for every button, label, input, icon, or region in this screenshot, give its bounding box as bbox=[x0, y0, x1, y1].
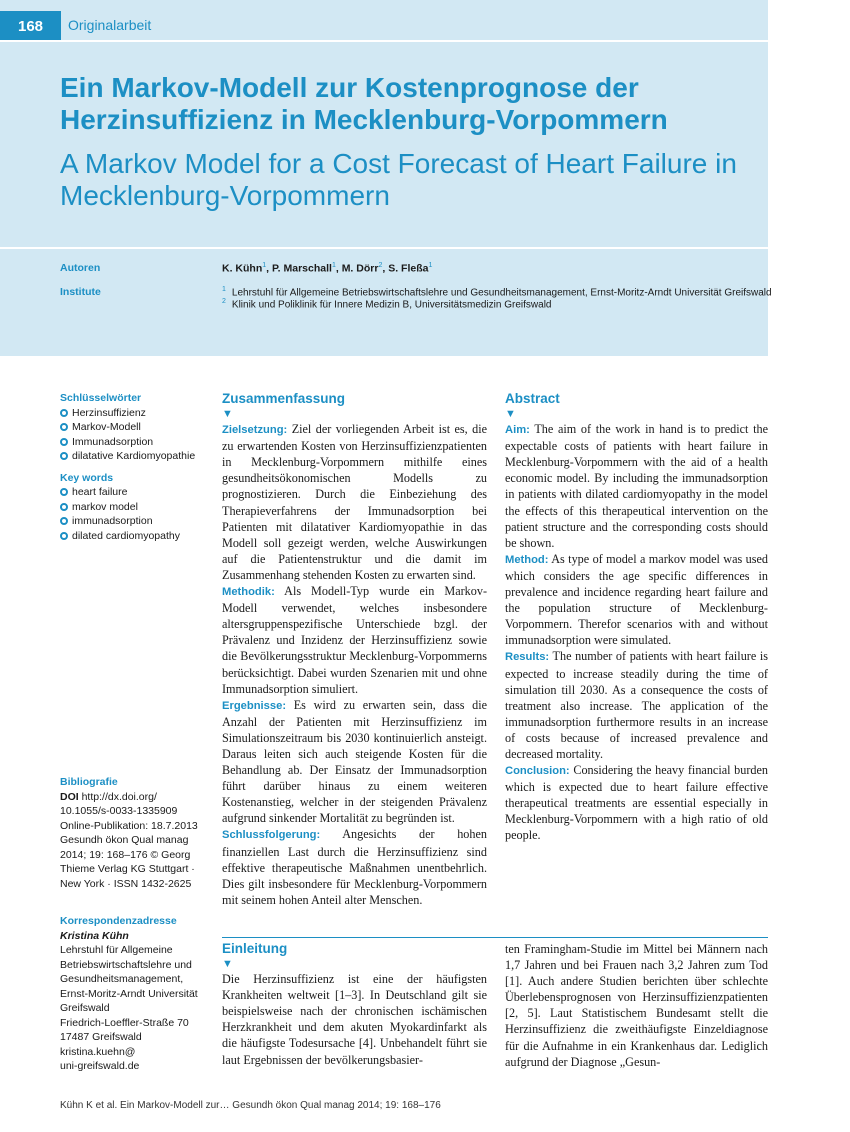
abstract-section-text: The number of patients with heart failure is expected to increase steadily during the time of simulation till 2030. As a consequence the costs of treatment also increase. The application of the immunadsorption furthermore results in an increase of costs because of increased prevalence and decreased mortality. bbox=[505, 649, 768, 761]
keyword-text: Markov-Modell bbox=[72, 421, 141, 433]
keyword-text: dilatative Kardiomyopathie bbox=[72, 450, 196, 462]
author-separator: , bbox=[266, 262, 272, 275]
title-english: A Markov Model for a Cost Forecast of Heart Failure in Mecklenburg-Vorpommern bbox=[60, 148, 737, 211]
abstract-section-text: Es wird zu erwarten sein, dass die Anzahl der Patienten mit Herzinsuffizienz im Simulationszeitraum bis 2030 kontinuierlich ansteigt. Daraus leiten sich auch steigende Kosten für die Behandlung ab. Der Einsatz der Immunadsorption führt darüber hinaus zu einem weiteren Kostenanstieg, welcher in der steigenden Prävalenz aufgrund sinkender Mortalität zu begründen ist. bbox=[222, 697, 488, 826]
abstract-section-label: Aim: bbox=[505, 424, 530, 437]
correspondence-name: Kristina Kühn bbox=[60, 929, 129, 942]
introduction-column-1 bbox=[222, 941, 487, 1068]
biblio-line[interactable]: http://dx.doi.org/ bbox=[81, 790, 157, 803]
bullet-icon bbox=[60, 517, 68, 525]
abstract-section-label: Zielsetzung: bbox=[222, 424, 288, 437]
abstract-section bbox=[505, 421, 768, 551]
abstract-section-text: Als Modell-Typ wurde ein Markov-Modell verwendet, welches insbesondere altersgruppenspezifische Unterschiede bzgl. der Prävalenz und Inzidenz der Herzinsuffizienz sowie die Bevölkerungsstruktur Mecklenburg-Vorpommerns berücksichtigt. Dabei wurden Szenarien mit und ohne Immunadsorption simuliert. bbox=[222, 584, 488, 696]
keyword-text: Herzinsuffizienz bbox=[72, 406, 146, 419]
introduction-text-1: Die Herzinsuffizienz ist eine der häufigsten Krankheiten weltweit [1–3]. In Deutschland gilt sie beispielsweise nach der chronischen ischämischen Herzkrankheit und dem akuten Myokardinfarkt als die häufigste Todesursache [4]. Unbehandelt führt sie laut Ergebnissen der bevölkerungsbasier- bbox=[222, 972, 487, 1067]
author-separator: , bbox=[335, 262, 342, 275]
institutes-label: Institute bbox=[60, 286, 101, 298]
correspondence-line: Greifswald bbox=[60, 1002, 110, 1014]
bullet-icon bbox=[60, 452, 68, 460]
institute-1-marker: 1 bbox=[222, 286, 226, 293]
institute-2 bbox=[222, 298, 551, 310]
abstract-section-label: Schlussfolgerung: bbox=[222, 829, 321, 842]
abstract-section bbox=[222, 421, 487, 583]
correspondence-heading: Korrespondenzadresse bbox=[60, 915, 177, 927]
introduction-heading: Einleitung bbox=[222, 941, 288, 956]
abstract-section-label: Methodik: bbox=[222, 586, 275, 599]
correspondence-line: 17487 Greifswald bbox=[60, 1031, 142, 1043]
bibliography-heading: Bibliografie bbox=[60, 776, 118, 788]
footer-citation: Kühn K et al. Ein Markov-Modell zur… Gesundh ökon Qual manag 2014; 19: 168–176 bbox=[60, 1100, 441, 1111]
author-affiliation-marker: 1 bbox=[262, 262, 267, 269]
introduction-column-2 bbox=[505, 941, 768, 1070]
keyword-item bbox=[60, 406, 205, 421]
bullet-icon bbox=[60, 503, 68, 511]
abstract-german-heading: Zusammenfassung bbox=[222, 391, 346, 406]
keyword-text: Immunadsorption bbox=[72, 435, 154, 448]
keyword-item bbox=[60, 435, 205, 450]
abstract-section bbox=[505, 551, 768, 649]
introduction-text-2: ten Framingham-Studie im Mittel bei Männern nach 1,7 Jahren und bei Frauen nach 3,2 Jahren zum Tod [1]. Auch andere Studien berichten über schlechte Überlebensprognosen von Herzinsuffizienzpatienten [2, 5]. Laut Statistischem Bundesamt stellt die Herzinsuffizienz die zweithäufigste Einzeldiagnose für die Aufnahme in ein Krankenhaus dar. Lediglich aufgrund der Diagnose „Gesun- bbox=[505, 942, 768, 1069]
abstract-section bbox=[505, 648, 768, 762]
author-name: S. Fleßa bbox=[388, 262, 429, 275]
biblio-line: 10.1055/s-0033-1335909 bbox=[60, 805, 178, 817]
bullet-icon bbox=[60, 409, 68, 417]
abstract-section-label: Results: bbox=[505, 651, 550, 664]
abstract-section-text: As type of model a markov model was used which considers the age specific differences in prevalence and incidence regarding heart failure and the population structure of Mecklenburg-Vorpommern. Therefor scenarios with and without immunadsorption were simulated. bbox=[505, 551, 768, 648]
author-affiliation-marker: 2 bbox=[378, 262, 383, 269]
author-list bbox=[222, 262, 432, 275]
correspondence-line[interactable]: kristina.kuehn@ bbox=[60, 1045, 136, 1058]
arrow-down-icon: ▼ bbox=[222, 958, 233, 971]
keyword-text: dilated cardiomyopathy bbox=[72, 529, 180, 542]
abstract-section-text: Considering the heavy financial burden which is expected due to heart failure effective therapeutical treatments are essential especially in Mecklenburg-Vorpommern with a high ratio of old people. bbox=[505, 763, 769, 843]
correspondence-line: Lehrstuhl für Allgemeine bbox=[60, 944, 173, 956]
correspondence-block bbox=[60, 914, 205, 1074]
keyword-item bbox=[60, 420, 205, 435]
title-german: Ein Markov-Modell zur Kostenprognose der Herzinsuffizienz in Mecklenburg-Vorpommern bbox=[60, 72, 668, 135]
correspondence-line: Gesundheitsmanagement, bbox=[60, 973, 184, 985]
biblio-line: Thieme Verlag KG Stuttgart · bbox=[60, 863, 195, 875]
keyword-item bbox=[60, 449, 205, 464]
correspondence-line: Ernst-Moritz-Arndt Universität bbox=[60, 987, 198, 1000]
bullet-icon bbox=[60, 488, 68, 496]
abstract-section-label: Ergebnisse: bbox=[222, 699, 287, 712]
arrow-down-icon: ▼ bbox=[505, 408, 516, 421]
author-name: P. Marschall bbox=[272, 262, 332, 275]
author-name: K. Kühn bbox=[222, 262, 263, 275]
abstract-section-label: Method: bbox=[505, 553, 549, 566]
abstract-section-text: Angesichts der hohen finanziellen Last durch die Herzinsuffizienz sind effektive therapeutische Maßnahmen unentbehrlich. Dies gilt insbesondere für Mecklenburg-Vorpommern mit seinem hohen Anteil alter Menschen. bbox=[222, 827, 488, 907]
abstract-section bbox=[505, 762, 768, 843]
biblio-line: Online-Publikation: 18.7.2013 bbox=[60, 819, 198, 832]
keyword-text: markov model bbox=[72, 500, 138, 513]
abstract-section bbox=[222, 583, 487, 697]
institute-1-text: Lehrstuhl für Allgemeine Betriebswirtschaftslehre und Gesundheitsmanagement, Ernst-Moritz-Arndt Universität Greifswald bbox=[231, 287, 772, 299]
authors-label: Autoren bbox=[60, 262, 101, 274]
keyword-text: immunadsorption bbox=[72, 515, 153, 527]
abstract-section-text: Ziel der vorliegenden Arbeit ist es, die zu erwartenden Kosten von Herzinsuffizienzpatienten in Mecklenburg-Vorpommern mithilfe eines gesundheitsökonomischen Modells zu prognostizieren. Durch die Einbeziehung des Therapieverfahrens der Immunadsorption bei Patienten mit dilatativer Kardiomyopathie in das Modell soll gezeigt werden, welche Auswirkungen auf die Patientenstruktur und die damit im Zusammenhang stehenden Kosten zu erwarten sind. bbox=[222, 422, 488, 582]
biblio-line: New York · ISSN 1432-2625 bbox=[60, 877, 192, 890]
keyword-item bbox=[60, 500, 205, 515]
bullet-icon bbox=[60, 532, 68, 540]
abstract-german bbox=[222, 391, 487, 908]
correspondence-line: Friedrich-Loeffler-Straße 70 bbox=[60, 1016, 189, 1029]
abstract-section-label: Conclusion: bbox=[505, 765, 570, 778]
institute-1 bbox=[222, 286, 772, 298]
keyword-item bbox=[60, 514, 205, 529]
keywords-de-heading: Schlüsselwörter bbox=[60, 392, 142, 404]
institute-2-text: Klinik und Poliklinik für Innere Medizin B, Universitätsmedizin Greifswald bbox=[231, 299, 552, 311]
keyword-item bbox=[60, 529, 205, 544]
bullet-icon bbox=[60, 423, 68, 431]
abstract-section bbox=[222, 697, 487, 827]
author-affiliation-marker: 1 bbox=[331, 262, 336, 269]
arrow-down-icon: ▼ bbox=[222, 408, 233, 421]
biblio-line: 2014; 19: 168–176 © Georg bbox=[60, 848, 191, 861]
doi-label: DOI bbox=[60, 790, 79, 803]
keyword-item bbox=[60, 485, 205, 500]
institute-2-marker: 2 bbox=[222, 298, 226, 305]
header-divider bbox=[0, 40, 768, 42]
abstract-section bbox=[222, 826, 487, 907]
author-separator: , bbox=[382, 262, 389, 275]
abstract-english bbox=[505, 391, 768, 844]
bullet-icon bbox=[60, 438, 68, 446]
keywords-en-heading: Key words bbox=[60, 471, 114, 484]
abstract-english-heading: Abstract bbox=[505, 391, 560, 406]
section-label: Originalarbeit bbox=[68, 17, 152, 33]
bibliography-block bbox=[60, 775, 205, 891]
author-affiliation-marker: 1 bbox=[428, 262, 433, 269]
author-name: M. Dörr bbox=[341, 262, 379, 275]
abstract-section-text: The aim of the work in hand is to predict the expectable costs of patients with heart failure in Mecklenburg-Vorpommern with the aid of a health economic model. By including the immunadsorption in patients with dilated cardiomyopathy in the model the effects of this therapeutical intervention on the patient structure and the corresponding costs should be shown. bbox=[505, 422, 768, 550]
keywords-block bbox=[60, 391, 205, 543]
biblio-line: Gesundh ökon Qual manag bbox=[60, 834, 189, 846]
introduction-divider bbox=[222, 937, 768, 938]
correspondence-line[interactable]: uni-greifswald.de bbox=[60, 1060, 140, 1072]
page-number: 168 bbox=[0, 11, 61, 41]
title-divider bbox=[0, 247, 768, 249]
keyword-text: heart failure bbox=[72, 486, 128, 498]
correspondence-line: Betriebswirtschaftslehre und bbox=[60, 958, 192, 971]
